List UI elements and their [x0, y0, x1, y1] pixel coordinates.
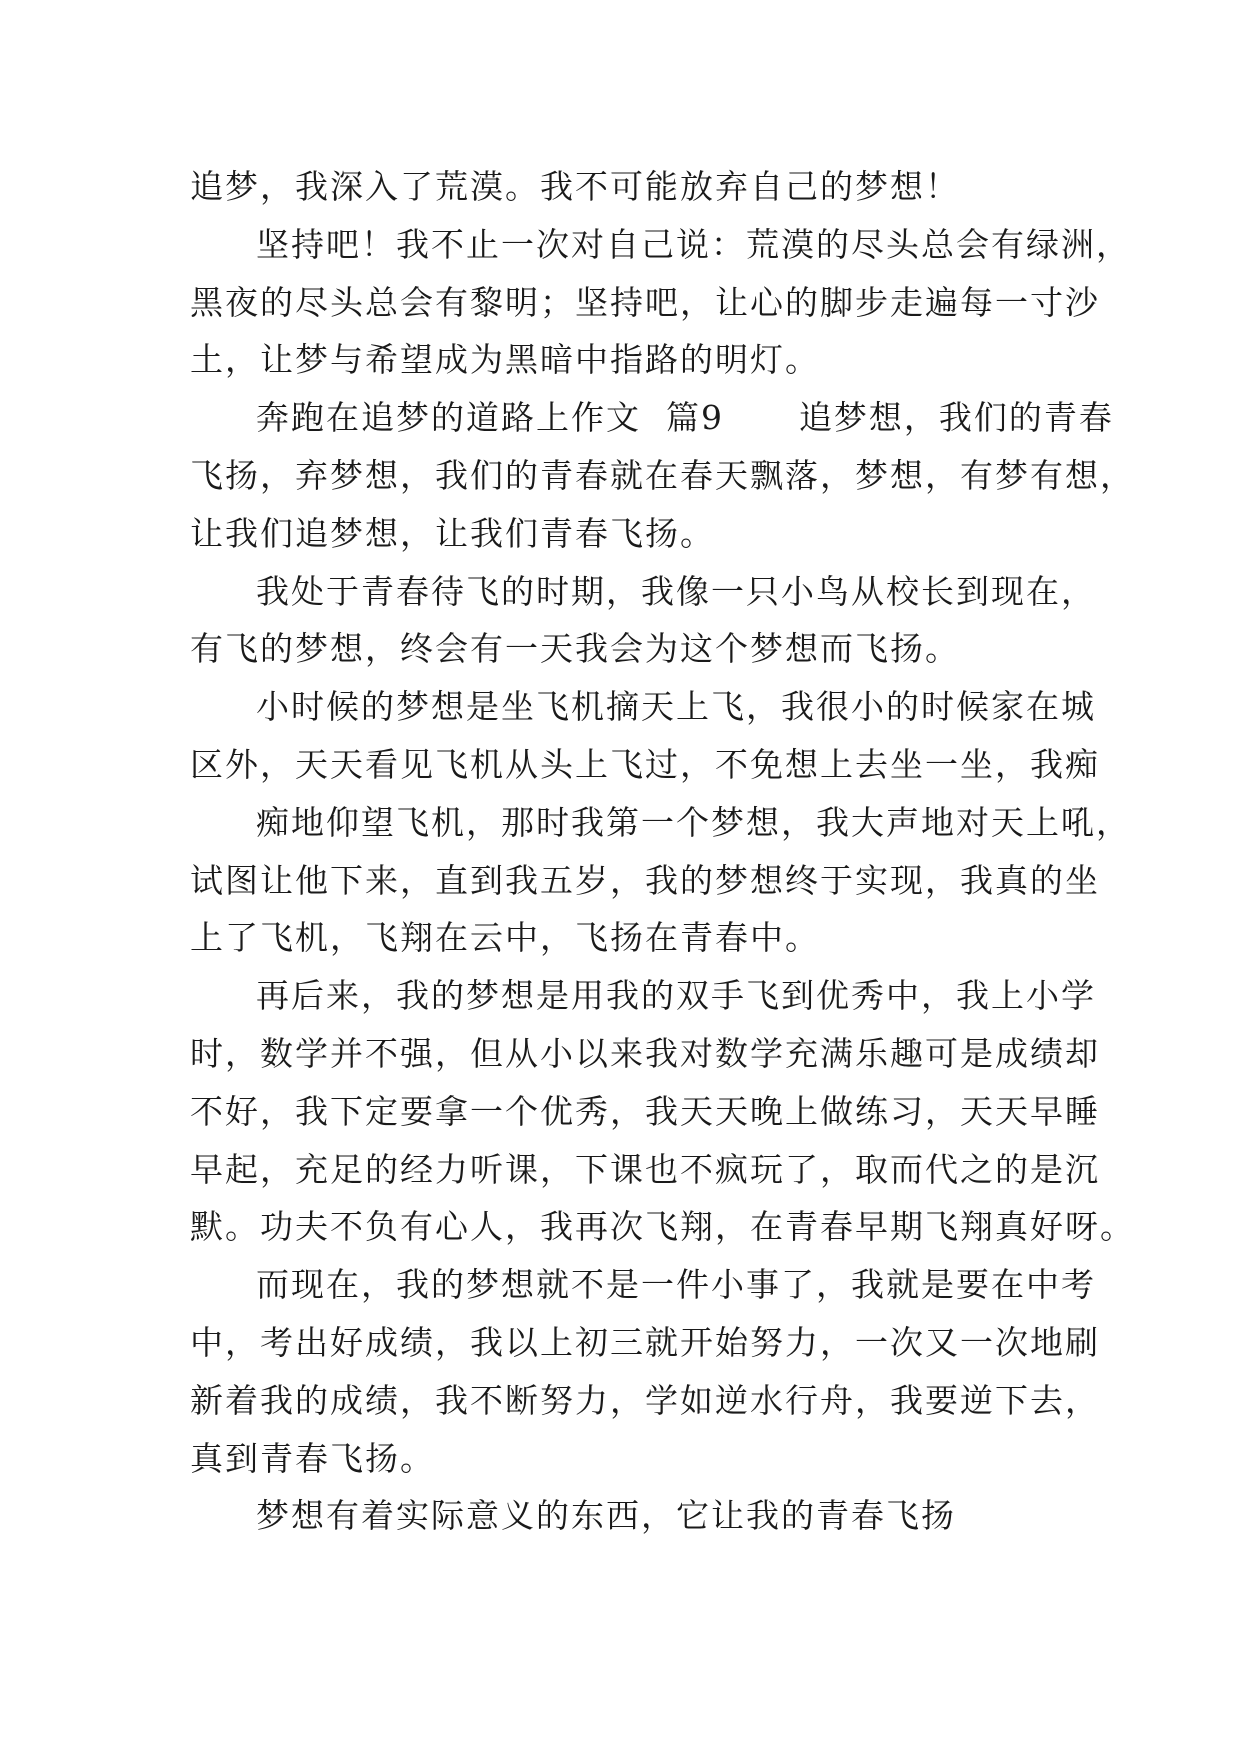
text-line: 早起，充足的经力听课，下课也不疯玩了，取而代之的是沉 [190, 1149, 1100, 1189]
text-line: 时，数学并不强，但从小以来我对数学充满乐趣可是成绩却 [190, 1033, 1100, 1073]
text-line: 有飞的梦想，终会有一天我会为这个梦想而飞扬。 [190, 629, 960, 669]
text-line: 梦想有着实际意义的东西，它让我的青春飞扬 [256, 1496, 956, 1536]
text-line: 默。功夫不负有心人，我再次飞翔，在青春早期飞翔真好呀。 [190, 1207, 1135, 1247]
text-line: 不好，我下定要拿一个优秀，我天天晚上做练习，天天早睡 [190, 1091, 1100, 1131]
text-line: 小时候的梦想是坐飞机摘天上飞，我很小的时候家在城 [256, 687, 1096, 727]
text-line: 区外，天天看见飞机从头上飞过，不免想上去坐一坐，我痴 [190, 744, 1100, 784]
text-line: 让我们追梦想，让我们青春飞扬。 [190, 513, 715, 553]
essay-text-block [190, 158, 1135, 1545]
text-line: 再后来，我的梦想是用我的双手飞到优秀中，我上小学 [256, 976, 1096, 1016]
text-line: 试图让他下来，直到我五岁，我的梦想终于实现，我真的坐 [190, 860, 1100, 900]
text-line: 痴地仰望飞机，那时我第一个梦想，我大声地对天上吼， [256, 802, 1131, 842]
text-line: 新着我的成绩，我不断努力，学如逆水行舟，我要逆下去， [190, 1380, 1100, 1420]
text-line: 我处于青春待飞的时期，我像一只小鸟从校长到现在， [256, 571, 1096, 611]
text-line: 追梦，我深入了荒漠。我不可能放弃自己的梦想！ [190, 167, 960, 206]
text-line: 真到青春飞扬。 [190, 1438, 435, 1478]
text-line: 而现在，我的梦想就不是一件小事了，我就是要在中考 [256, 1265, 1096, 1305]
text-line: 飞扬，弃梦想，我们的青春就在春天飘落，梦想，有梦有想， [190, 455, 1135, 495]
section-heading-line: 奔跑在追梦的道路上作文 篇9 追梦想，我们的青春 [256, 398, 1114, 438]
text-line: 土，让梦与希望成为黑暗中指路的明灯。 [190, 340, 820, 380]
text-line: 黑夜的尽头总会有黎明；坚持吧，让心的脚步走遍每一寸沙 [190, 282, 1100, 322]
text-line: 上了飞机，飞翔在云中，飞扬在青春中。 [190, 918, 820, 958]
text-line: 坚持吧！我不止一次对自己说：荒漠的尽头总会有绿洲， [256, 224, 1131, 264]
text-line: 中，考出好成绩，我以上初三就开始努力，一次又一次地刷 [190, 1322, 1100, 1362]
